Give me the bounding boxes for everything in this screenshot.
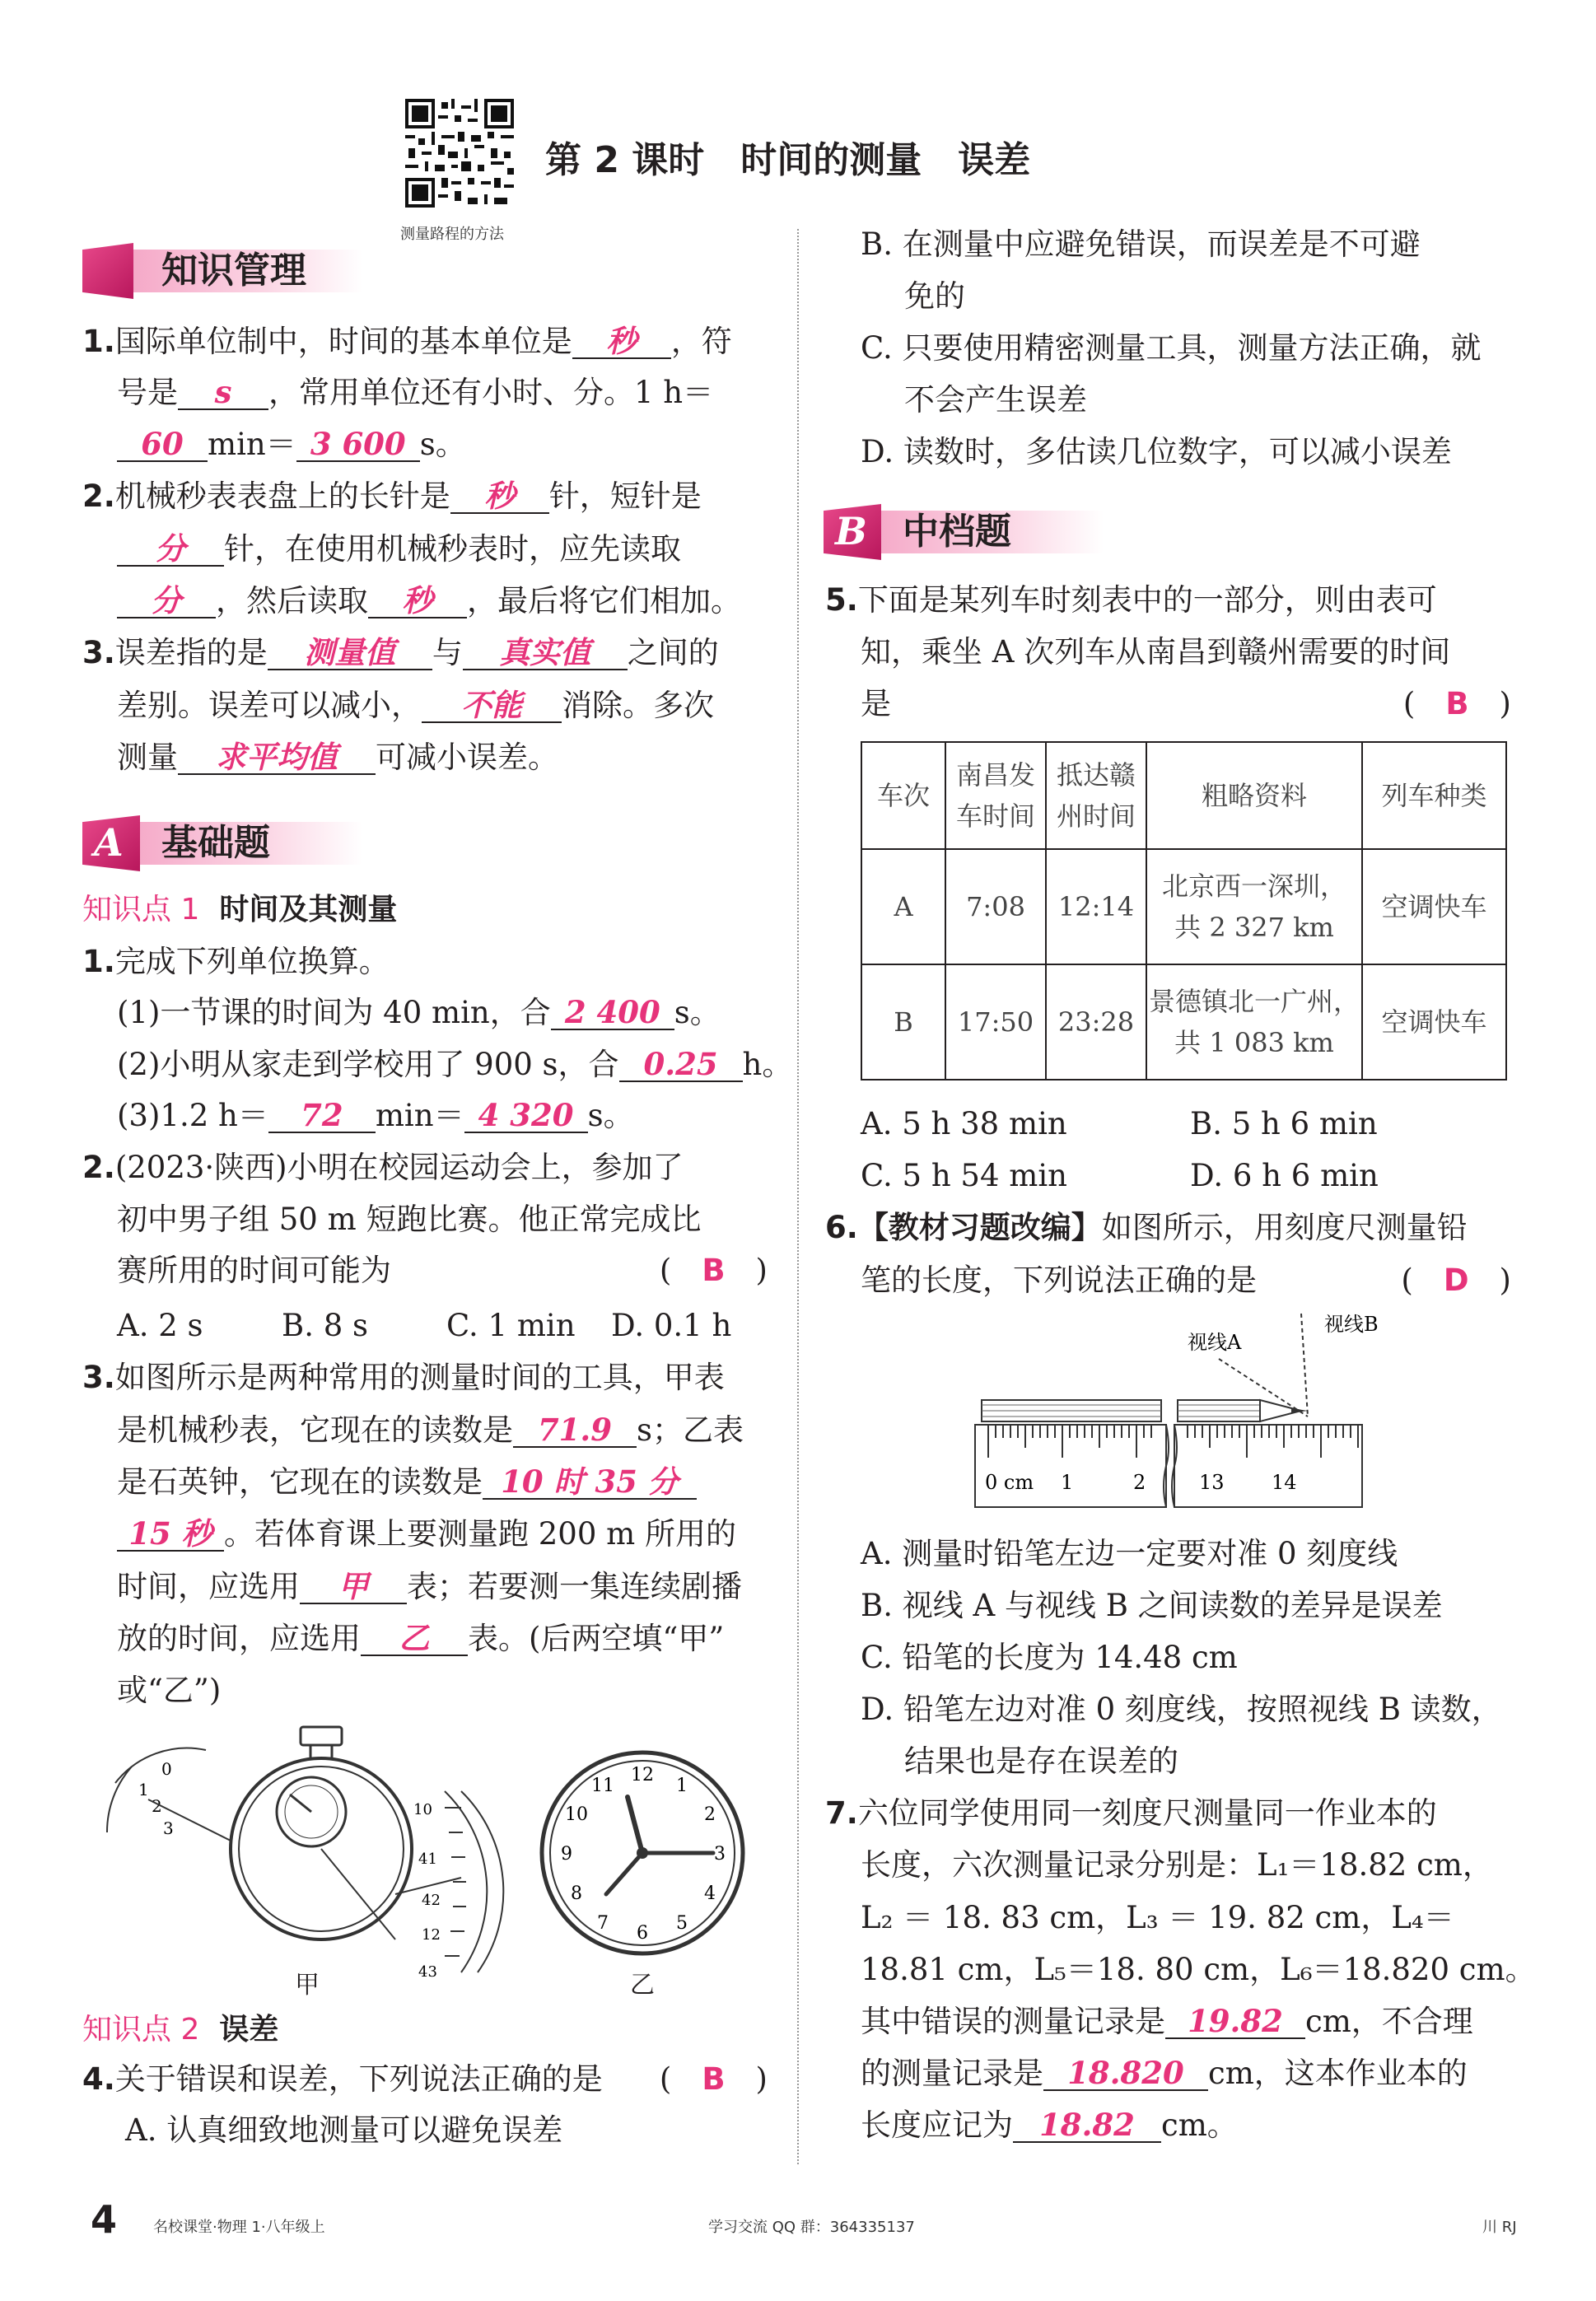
svg-text:2: 2 [704,1804,716,1825]
option-c: C. 5 h 54 min [861,1158,1067,1193]
basic-q4-option-c1: C. 只要使用精密测量工具，测量方法正确，就 [861,330,1482,366]
answer-blank: 18.82 [1013,2108,1161,2143]
answer-bracket: ( B ) [659,2061,768,2097]
answer-blank: 72 [268,1099,376,1133]
knowledge-q3-line2: 差别。误差可以减小， 不能 消除。多次 [117,687,714,723]
lesson-title: 第 2 课时 时间的测量 误差 [545,139,1031,181]
knowledge-q1-line2: 号是 s ，常用单位还有小时、分。1 h＝ [117,374,714,410]
ruler-label-0: 0 cm [985,1471,1034,1494]
basic-q3-line3: 是石英钟，它现在的读数是 10 时 35 分 [117,1462,697,1503]
svg-text:7: 7 [597,1913,609,1934]
basic-q3-line1: 3.如图所示是两种常用的测量时间的工具，甲表 [82,1360,725,1395]
mid-q7-line4: 18.81 cm，L₅＝18. 80 cm，L₆＝18.820 cm。 [861,1952,1536,1987]
figure-label-yi: 乙 [630,1971,655,2000]
basic-q1-sub2: (2)小明从家走到学校用了 900 s，合 0.25 h。 [117,1046,793,1082]
basic-q1-stem: 1.完成下列单位换算。 [82,944,390,979]
svg-text:9: 9 [561,1844,572,1865]
mid-q6-option-a: A. 测量时铅笔左边一定要对准 0 刻度线 [861,1536,1398,1571]
basic-q3-line5: 时间，应选用 甲 表；若要测一集连续剧播 [117,1568,742,1604]
basic-q2-line2: 初中男子组 50 m 短跑比赛。他正常完成比 [117,1202,702,1237]
mid-q5-options-row2 [861,1155,1379,1197]
section-mid-title: 中档题 [903,511,1011,553]
basic-q1-sub3: (3)1.2 h＝ 72 min＝ 4 320 s。 [117,1097,634,1133]
svg-text:10: 10 [413,1801,432,1818]
basic-q1-sub1: (1)一节课的时间为 40 min，合 2 400 s。 [117,994,721,1030]
section-basic [82,815,362,871]
basic-q3-line2: 是机械秒表，它现在的读数是 71.9 s；乙表 [117,1412,744,1448]
answer-blank: 2 400 [551,996,674,1030]
quartz-clock-figure [535,1746,749,1960]
footer-qq: 学习交流 QQ 群：364335137 [708,2219,915,2236]
option-c: C. 1 min [446,1308,576,1343]
knowledge-q1-line3: 60 min＝ 3 600 s。 [117,424,466,465]
stopwatch-figure [99,1725,527,1997]
knowledge-point-1: 知识点 1 时间及其测量 [82,893,398,926]
svg-text:41: 41 [418,1851,437,1868]
svg-text:42: 42 [422,1892,441,1909]
knowledge-q2-line1: 2.机械秒表表盘上的长针是 秒 针，短针是 [82,478,702,514]
table-header: 列车种类 [1362,742,1506,849]
qr-caption: 测量路程的方法 [400,226,504,243]
basic-q3-line6: 放的时间，应选用 乙 表。(后两空填“甲” [117,1620,725,1656]
svg-text:0: 0 [161,1759,172,1779]
svg-text:12: 12 [422,1926,441,1944]
figure-label-jia: 甲 [295,1971,320,2000]
ruler-label-13: 13 [1199,1471,1225,1494]
answer-blank: 3 600 [296,427,420,462]
basic-q3-line7: 或“乙”) [117,1673,222,1708]
basic-q4-option-b1: B. 在测量中应避免错误，而误差是不可避 [861,226,1421,262]
svg-text:43: 43 [418,1963,437,1981]
answer-blank: 分 [117,584,216,618]
mid-q6-option-b: B. 视线 A 与视线 B 之间读数的差异是误差 [861,1588,1443,1623]
footer-book-title: 名校课堂·物理 1·八年级上 [153,2219,325,2236]
answer-blank: 10 时 35 分 [483,1465,697,1500]
svg-text:6: 6 [637,1923,648,1944]
ruler-figure [972,1309,1379,1532]
ruler-label-2: 2 [1133,1471,1146,1494]
section-knowledge-title: 知识管理 [161,250,306,292]
basic-q2-line3: 赛所用的时间可能为 ( B ) [117,1250,768,1291]
option-d: D. 6 h 6 min [1190,1158,1379,1193]
table-header: 抵达赣 州时间 [1046,742,1146,849]
mid-q7-line3: L₂ ＝ 18. 83 cm，L₃ ＝ 19. 82 cm，L₄＝ [861,1900,1454,1935]
table-row: B 17:50 23:28 景德镇北一广州， 共 1 083 km 空调快车 [861,964,1506,1080]
mid-q6-option-d2: 结果也是存在误差的 [904,1743,1178,1779]
qr-code [405,99,514,208]
svg-text:4: 4 [704,1883,716,1904]
answer-blank: 0.25 [619,1048,743,1082]
mid-q6-line2: 笔的长度，下列说法正确的是 ( D ) [861,1260,1511,1301]
basic-q4-option-a: A. 认真细致地测量可以避免误差 [125,2112,563,2148]
section-knowledge [82,243,362,299]
svg-text:12: 12 [631,1765,654,1785]
sight-label-b: 视线B [1324,1313,1379,1336]
svg-text:1: 1 [676,1776,688,1796]
mid-q7-line6: 的测量记录是 18.820 cm，这本作业本的 [861,2055,1468,2091]
mid-q6-option-d1: D. 铅笔左边对准 0 刻度线，按照视线 B 读数， [861,1692,1502,1727]
knowledge-q3-line1: 3.误差指的是 测量值 与 真实值 之间的 [82,634,719,670]
svg-text:3: 3 [714,1844,726,1865]
ruler-label-1: 1 [1061,1471,1074,1494]
basic-q2-options [117,1305,731,1347]
basic-q4-option-c2: 不会产生误差 [904,382,1087,418]
answer-blank: s [178,376,268,410]
mid-q5-line3: 是 ( B ) [861,684,1511,725]
section-basic-letter: A [94,820,124,865]
svg-text:5: 5 [676,1913,688,1934]
svg-text:3: 3 [163,1818,174,1838]
mid-q5-options-row1 [861,1104,1378,1145]
option-a: A. 2 s [117,1308,203,1343]
svg-text:11: 11 [591,1776,614,1796]
answer-blank: 乙 [361,1622,468,1656]
answer-blank: 秒 [450,479,549,514]
answer-blank: 测量值 [268,636,432,670]
answer-bracket: ( D ) [1401,1263,1511,1298]
answer-blank: 4 320 [464,1099,588,1133]
mid-q7-line7: 长度应记为 18.82 cm。 [861,2107,1238,2143]
answer-blank: 真实值 [463,636,628,670]
basic-q2-line1: 2.(2023·陕西)小明在校园运动会上，参加了 [82,1150,684,1185]
mid-q7-line1: 7.六位同学使用同一刻度尺测量同一作业本的 [825,1795,1437,1831]
mid-q6-line1: 6.【教材习题改编】如图所示，用刻度尺测量铅 [825,1210,1468,1245]
mid-q5-line1: 5.下面是某列车时刻表中的一部分，则由表可 [825,582,1437,618]
option-b: B. 5 h 6 min [1190,1106,1378,1141]
answer-blank: 18.820 [1043,2056,1208,2091]
table-header: 粗略资料 [1146,742,1362,849]
svg-text:1: 1 [138,1780,149,1799]
knowledge-q3-line3: 测量 求平均值 可减小误差。 [117,739,558,775]
answer-blank: 甲 [300,1570,407,1604]
answer-bracket: ( B ) [659,1253,768,1288]
knowledge-q1-line1: 1.国际单位制中，时间的基本单位是 秒 ，符 [82,323,732,359]
basic-q4-option-b2: 免的 [904,278,965,314]
mid-q5-line2: 知，乘坐 A 次列车从南昌到赣州需要的时间 [861,634,1451,670]
ruler-label-14: 14 [1272,1471,1297,1494]
svg-text:10: 10 [565,1804,588,1825]
section-mid [824,504,1104,560]
answer-blank: 秒 [368,584,467,618]
knowledge-point-2: 知识点 2 误差 [82,2013,279,2047]
basic-q4-option-d: D. 读数时，多估读几位数字，可以减小误差 [861,434,1452,469]
table-header: 南昌发 车时间 [945,742,1046,849]
section-mid-letter: B [835,509,867,553]
answer-blank: 秒 [572,324,671,359]
answer-blank: 求平均值 [178,740,376,775]
knowledge-q2-line3: 分 ，然后读取 秒 ，最后将它们相加。 [117,581,741,622]
answer-blank: 不能 [422,688,562,723]
option-b: B. 8 s [282,1308,369,1343]
page-number: 4 [91,2197,118,2242]
column-divider [797,229,799,2164]
mid-q7-line5: 其中错误的测量记录是 19.82 cm，不合理 [861,2003,1473,2039]
answer-blank: 分 [117,532,224,567]
option-a: A. 5 h 38 min [861,1106,1067,1141]
table-row: A 7:08 12:14 北京西一深圳， 共 2 327 km 空调快车 [861,849,1506,964]
svg-text:8: 8 [571,1883,582,1904]
basic-q4-stem: 4.关于错误和误差，下列说法正确的是 ( B ) [82,2059,768,2100]
svg-text:2: 2 [152,1796,162,1816]
answer-blank: 15 秒 [117,1517,224,1552]
mid-q7-line2: 长度，六次测量记录分别是：L₁＝18.82 cm， [861,1847,1493,1883]
table-header-row [861,742,1506,849]
mid-q6-option-c: C. 铅笔的长度为 14.48 cm [861,1640,1238,1675]
sight-label-a: 视线A [1188,1331,1242,1354]
answer-blank: 19.82 [1165,2005,1305,2039]
basic-q3-line4: 15 秒 。若体育课上要测量跑 200 m 所用的 [117,1514,736,1555]
table-header: 车次 [861,742,945,849]
train-timetable [861,741,1507,1080]
answer-blank: 60 [117,427,208,462]
option-d: D. 0.1 h [611,1308,732,1343]
answer-blank: 71.9 [513,1413,637,1448]
section-basic-title: 基础题 [161,822,270,864]
footer-code: 川 RJ [1482,2219,1517,2236]
answer-bracket: ( B ) [1402,686,1511,721]
knowledge-q2-line2: 分 针，在使用机械秒表时，应先读取 [117,529,681,570]
